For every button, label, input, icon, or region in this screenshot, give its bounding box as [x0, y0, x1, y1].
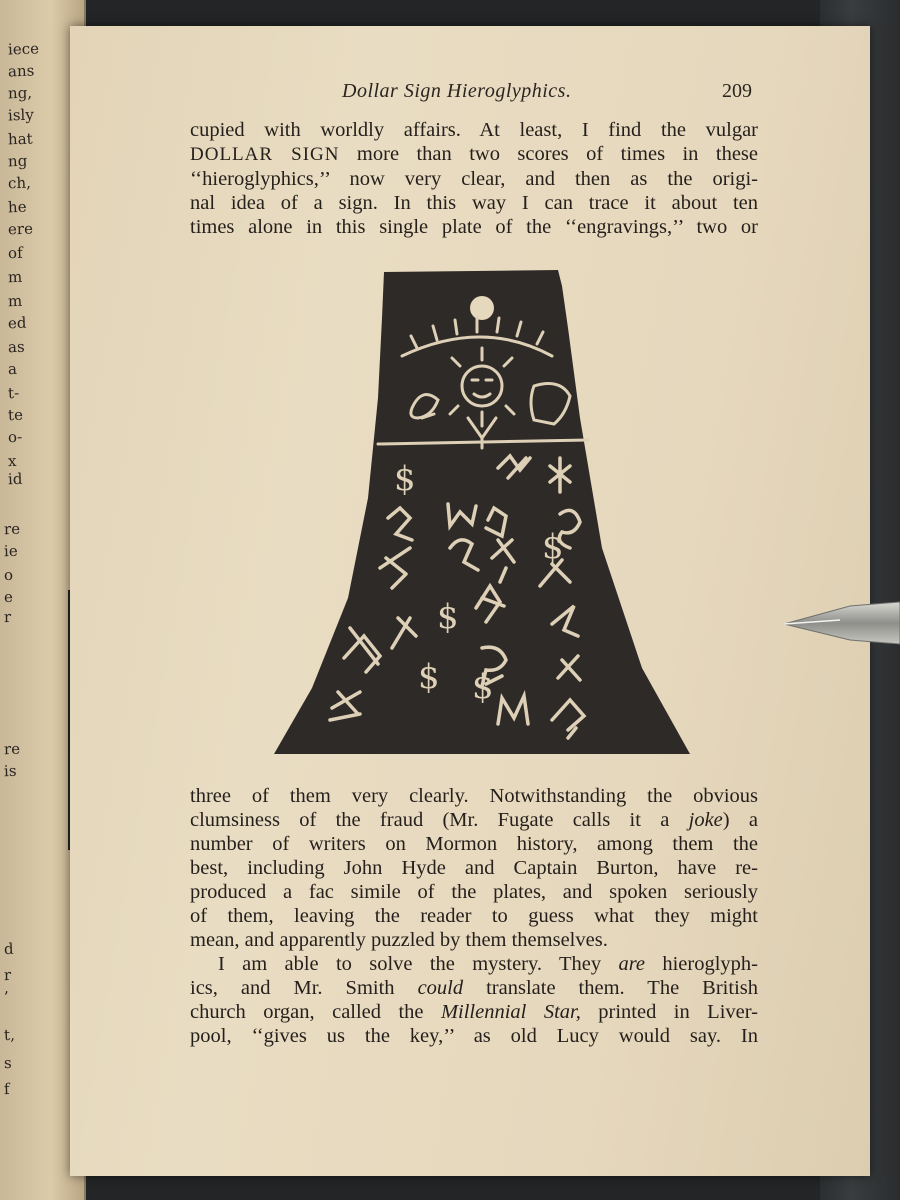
facing-page-fragment: f [3, 1079, 10, 1099]
facing-page-fragment: as [7, 337, 25, 357]
text-line: pool, ‘‘gives us the key,’’ as old Lucy would say. In [190, 1025, 758, 1047]
text-fragment: clumsiness of the fraud (Mr. Fugate calls it a [190, 809, 689, 831]
text-line: mean, and apparently puzzled by them themselves. [190, 929, 608, 951]
page-number: 209 [722, 80, 752, 102]
facing-page-fragment: t, [3, 1025, 16, 1045]
plate-glyph: $ [472, 667, 494, 707]
italic-term: joke [688, 809, 723, 831]
plate-glyph: $ [437, 597, 459, 637]
italic-term: Millennial Star, [440, 1001, 581, 1023]
text-line [190, 142, 758, 167]
facing-page-fragment: a [7, 359, 18, 379]
text-line: of them, leaving the reader to guess what they might [190, 905, 758, 927]
facing-page-fragment: o- [7, 427, 23, 447]
text-line: number of writers on Mormon history, among them the [190, 833, 758, 855]
facing-page-fragment: ie [3, 541, 18, 561]
text-fragment: church organ, called the [190, 1001, 441, 1023]
text-line: times alone in this single plate of the ‘‘engravings,’’ two or [190, 216, 758, 238]
plate-glyph: $ [542, 527, 564, 567]
plate-glyph: $ [418, 657, 440, 697]
text-line: nal idea of a sign. In this way I can trace it about ten [190, 192, 758, 214]
text-line: three of them very clearly. Notwithstanding the obvious [190, 785, 758, 807]
facing-page-fragment: d [3, 939, 14, 959]
small-caps-term: DOLLAR SIGN [190, 144, 340, 165]
facing-page-fragment: isly [7, 105, 35, 125]
text-line [190, 952, 758, 976]
facing-page-fragment: r [3, 965, 12, 985]
text-line: best, including John Hyde and Captain Burton, have re- [190, 857, 758, 879]
text-fragment: more than two scores of times in these [339, 143, 759, 165]
italic-term: could [417, 977, 464, 999]
text-fragment: I am able to solve the mystery. They [218, 953, 619, 975]
facing-page-fragment: he [7, 197, 27, 217]
facing-page-fragment: is [3, 761, 17, 781]
facing-page-fragment: hat [7, 129, 33, 149]
text-fragment: hieroglyph- [645, 953, 758, 975]
facing-page-fragment: iece [7, 39, 40, 59]
facing-page-fragment: id [7, 469, 23, 489]
text-line: produced a fac simile of the plates, and spoken seriously [190, 881, 758, 903]
facing-page-fragment: r [3, 607, 12, 627]
facing-page-fragment: ere [7, 219, 34, 239]
facing-page-fragment: re [3, 519, 21, 539]
facing-page-fragment: o [3, 565, 14, 585]
text-line: ‘‘hieroglyphics,’’ now very clear, and then as the origi- [190, 168, 758, 190]
text-fragment: printed in Liver- [580, 1001, 758, 1023]
facing-page-fragment: of [7, 243, 23, 263]
facing-page-fragment: te [7, 405, 24, 425]
facing-page-fragment: ans [7, 61, 35, 81]
text-block-bottom [190, 784, 758, 1048]
running-head: Dollar Sign Hieroglyphics. [342, 80, 572, 102]
pen-pointer-icon [780, 598, 900, 648]
facing-page-fragment: m [7, 267, 23, 287]
engraved-plate-illustration [272, 268, 692, 758]
italic-term: are [618, 953, 646, 975]
text-fragment: ics, and Mr. Smith [190, 977, 418, 999]
text-line: cupied with worldly affairs. At least, I find the vulgar [190, 119, 758, 141]
text-line [190, 976, 758, 1000]
text-line [190, 1000, 758, 1024]
facing-page-fragment: m [7, 291, 23, 311]
facing-page-fragment: e [3, 587, 14, 607]
facing-page-fragment: x [7, 451, 17, 471]
facing-page-fragment: ng [7, 151, 28, 171]
text-fragment: ) a [722, 809, 758, 831]
plate-glyph: $ [394, 459, 416, 499]
facing-page-fragment: t- [7, 383, 20, 403]
text-block-top [190, 118, 758, 239]
facing-page-fragment: ’ [3, 987, 10, 1007]
page-edge [68, 590, 76, 850]
text-line [190, 808, 758, 832]
facing-page-fragment: ed [7, 313, 27, 333]
facing-page-fragment: s [3, 1053, 13, 1073]
facing-page-fragment: ng, [7, 83, 33, 103]
facing-page-fragment: ch, [7, 173, 32, 193]
text-fragment: translate them. The British [463, 977, 758, 999]
facing-page-fragment: re [3, 739, 21, 759]
